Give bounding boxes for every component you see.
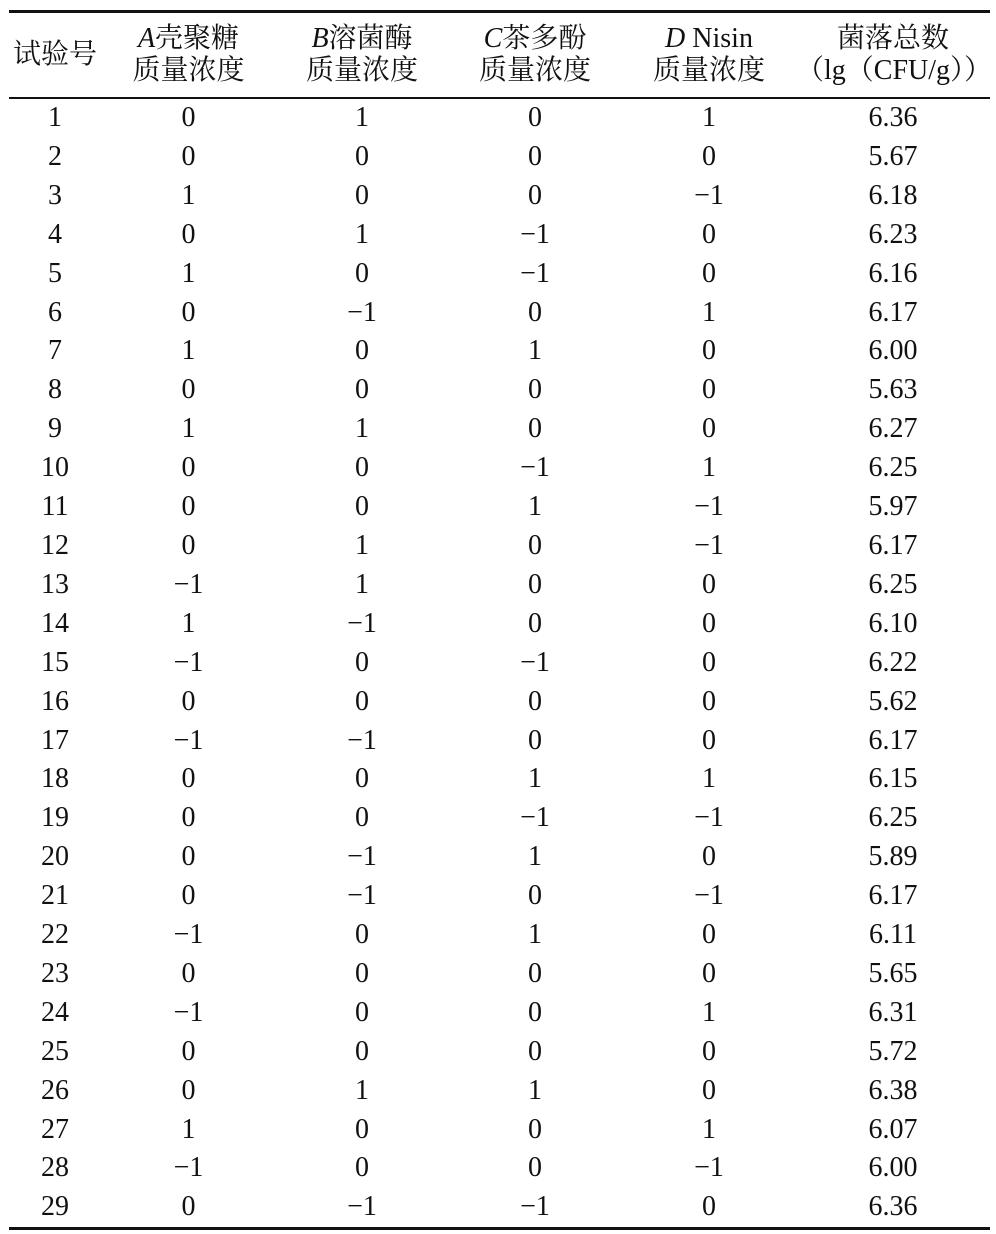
factor-a-cell: 1 — [181, 607, 196, 639]
colony-count-cell: 6.17 — [868, 529, 918, 561]
factor-b-cell: 0 — [355, 374, 369, 406]
trial-number-cell: 11 — [41, 491, 69, 523]
table-row — [9, 98, 990, 138]
factor-c-cell: 0 — [528, 957, 542, 989]
colony-count-cell: 6.31 — [868, 996, 918, 1028]
factor-d-cell: 0 — [702, 413, 716, 445]
factor-c-cell: 1 — [528, 841, 542, 873]
factor-d-cell: −1 — [694, 491, 724, 523]
factor-d-cell: 1 — [702, 102, 716, 133]
trial-number-cell: 24 — [41, 996, 69, 1028]
factor-b-cell: −1 — [347, 841, 377, 873]
trial-number-cell: 16 — [41, 685, 69, 717]
factor-c-cell: 0 — [528, 568, 542, 600]
factor-d-cell: 0 — [702, 1035, 716, 1067]
colony-count-cell: 6.36 — [796, 1188, 990, 1228]
factor-b-cell: 0 — [355, 1113, 369, 1145]
header-sublabel: 质量浓度 — [305, 55, 418, 86]
factor-d-cell: −1 — [694, 1152, 724, 1184]
factor-d-cell: 1 — [702, 296, 716, 328]
factor-letter: D — [665, 23, 686, 54]
factor-c-cell: 0 — [528, 1035, 542, 1067]
factor-b-cell: 0 — [355, 685, 369, 717]
trial-number-cell: 29 — [9, 1188, 101, 1228]
factor-b-cell: 0 — [355, 335, 369, 367]
factor-b-cell: −1 — [347, 724, 377, 756]
factor-c-cell: 1 — [528, 335, 542, 367]
header-factor-b — [276, 12, 448, 99]
factor-d-cell: 0 — [702, 685, 716, 717]
header-row — [9, 12, 990, 99]
table-row — [9, 877, 990, 916]
factor-b-cell: 0 — [355, 179, 369, 211]
trial-number-cell: 6 — [48, 296, 62, 328]
header-factor-d — [622, 12, 796, 99]
factor-c-cell: 0 — [528, 140, 542, 172]
header-factor-a — [101, 12, 276, 99]
colony-count-cell: 6.17 — [868, 296, 918, 328]
factor-c-cell: −1 — [520, 257, 550, 289]
factor-c-cell: 0 — [528, 880, 542, 912]
colony-count-cell: 6.17 — [868, 724, 918, 756]
table-row — [9, 838, 990, 877]
factor-b-cell: 0 — [355, 452, 369, 484]
factor-name: 溶菌酶 — [328, 23, 413, 54]
table-row — [9, 1111, 990, 1150]
table-row — [9, 644, 990, 683]
factor-c-cell: −1 — [520, 646, 550, 678]
factor-a-cell: −1 — [173, 568, 204, 600]
factor-d-cell: 0 — [702, 724, 716, 756]
table-row — [9, 955, 990, 994]
colony-count-cell: 6.07 — [868, 1113, 918, 1145]
trial-number-cell: 4 — [48, 218, 62, 250]
factor-c-cell: −1 — [520, 452, 550, 484]
factor-a-cell: 0 — [181, 685, 196, 717]
factor-d-cell: 1 — [702, 1113, 716, 1145]
table-header — [9, 12, 993, 99]
trial-number-cell: 9 — [48, 413, 62, 445]
factor-a-cell: 0 — [181, 529, 196, 561]
factor-d-cell: 0 — [702, 218, 716, 250]
table-row — [9, 1072, 990, 1111]
factor-a-cell: 0 — [181, 374, 196, 406]
factor-a-cell: 0 — [181, 296, 196, 328]
factor-c-cell: 0 — [528, 413, 542, 445]
table-row — [9, 255, 990, 294]
table-body — [9, 98, 990, 1229]
factor-c-cell: −1 — [448, 1188, 622, 1228]
factor-b-cell: 0 — [355, 140, 369, 172]
factor-d-cell: 0 — [702, 607, 716, 639]
trial-number-cell: 3 — [48, 179, 62, 211]
table-row — [9, 177, 990, 216]
colony-count-cell: 6.15 — [868, 763, 918, 795]
colony-count-cell: 6.25 — [868, 802, 918, 834]
trial-number-cell: 21 — [41, 880, 69, 912]
table-row — [9, 605, 990, 644]
factor-b-cell: 0 — [355, 1152, 369, 1184]
factor-a-cell: −1 — [173, 724, 204, 756]
colony-count-cell: 6.00 — [868, 335, 918, 367]
colony-count-cell: 5.72 — [868, 1035, 918, 1067]
colony-count-cell: 6.25 — [868, 452, 918, 484]
trial-number-cell: 15 — [41, 646, 69, 678]
header-sublabel: 质量浓度 — [652, 55, 765, 86]
table-row — [9, 683, 990, 722]
trial-number-cell: 20 — [41, 841, 69, 873]
factor-a-cell: 0 — [181, 1035, 196, 1067]
table-row — [9, 527, 990, 566]
trial-number-cell: 1 — [48, 102, 62, 133]
trial-number-cell: 28 — [41, 1152, 69, 1184]
table-row — [9, 799, 990, 838]
table-row — [9, 722, 990, 761]
colony-count-cell: 6.36 — [868, 102, 918, 133]
factor-b-cell: 0 — [355, 491, 369, 523]
colony-count-cell: 6.23 — [868, 218, 918, 250]
factor-d-cell: 0 — [702, 374, 716, 406]
factor-a-cell: 0 — [181, 491, 196, 523]
colony-count-cell: 6.27 — [868, 413, 918, 445]
colony-count-cell: 6.11 — [869, 919, 917, 951]
factor-a-cell: 0 — [181, 957, 196, 989]
header-label: 菌落总数 — [836, 23, 949, 54]
factor-a-cell: 1 — [181, 257, 196, 289]
table-row — [9, 449, 990, 488]
header-sublabel: 质量浓度 — [132, 55, 245, 86]
factor-letter: A — [137, 23, 156, 54]
factor-d-cell: 0 — [702, 646, 716, 678]
header-trial-number — [9, 12, 101, 99]
factor-b-cell: 0 — [355, 802, 369, 834]
factor-b-cell: 0 — [355, 646, 369, 678]
factor-a-cell: 0 — [101, 1188, 276, 1228]
factor-b-cell: 0 — [355, 257, 369, 289]
factor-d-cell: 0 — [702, 335, 716, 367]
colony-count-cell: 6.17 — [868, 880, 918, 912]
table-row — [9, 294, 990, 333]
factor-c-cell: 0 — [528, 685, 542, 717]
factor-b-cell: 1 — [355, 1074, 369, 1106]
factor-d-cell: −1 — [694, 529, 724, 561]
factor-c-cell: 0 — [528, 102, 542, 133]
colony-count-cell: 5.65 — [868, 957, 918, 989]
factor-a-cell: −1 — [173, 646, 204, 678]
factor-a-cell: 0 — [181, 1074, 196, 1106]
factor-d-cell: 0 — [702, 257, 716, 289]
table-row — [9, 371, 990, 410]
factor-a-cell: 0 — [181, 218, 196, 250]
factor-c-cell: 1 — [528, 1074, 542, 1106]
header-label — [448, 23, 622, 55]
factor-a-cell: 1 — [181, 335, 196, 367]
factor-c-cell: 0 — [528, 607, 542, 639]
factor-d-cell: 0 — [702, 841, 716, 873]
header-factor-c — [448, 12, 622, 99]
factor-d-cell: 0 — [702, 919, 716, 951]
factor-c-cell: 0 — [528, 296, 542, 328]
factor-b-cell: 1 — [355, 102, 369, 133]
trial-number-cell: 19 — [41, 802, 69, 834]
factor-c-cell: 1 — [528, 491, 542, 523]
factor-b-cell: 0 — [355, 763, 369, 795]
factor-b-cell: 0 — [355, 1035, 369, 1067]
trial-number-cell: 22 — [41, 919, 69, 951]
factor-name: 茶多酚 — [502, 23, 587, 54]
colony-count-cell: 5.67 — [868, 140, 918, 172]
colony-count-cell: 6.18 — [868, 179, 918, 211]
factor-d-cell: −1 — [694, 802, 724, 834]
factor-a-cell: −1 — [173, 996, 204, 1028]
factor-d-cell: 1 — [702, 763, 716, 795]
colony-count-cell: 5.62 — [868, 685, 918, 717]
trial-number-cell: 23 — [41, 957, 69, 989]
trial-number-cell: 18 — [41, 763, 69, 795]
factor-b-cell: −1 — [276, 1188, 448, 1228]
colony-count-cell: 6.16 — [868, 257, 918, 289]
trial-number-cell: 17 — [41, 724, 69, 756]
colony-count-cell: 5.63 — [868, 374, 918, 406]
factor-a-cell: 0 — [181, 140, 196, 172]
factor-a-cell: 1 — [181, 1113, 196, 1145]
colony-count-cell: 6.22 — [868, 646, 918, 678]
factor-b-cell: 1 — [355, 413, 369, 445]
factor-b-cell: −1 — [347, 880, 377, 912]
trial-number-cell: 25 — [41, 1035, 69, 1067]
table-row — [9, 216, 990, 255]
header-sublabel: （lg（CFU/g）） — [796, 55, 993, 86]
table-row — [9, 1149, 990, 1188]
header-label — [101, 23, 276, 55]
factor-b-cell: −1 — [347, 296, 377, 328]
table-row — [9, 760, 990, 799]
factor-a-cell: 0 — [181, 102, 196, 133]
factor-d-cell: 1 — [702, 996, 716, 1028]
factor-a-cell: −1 — [173, 1152, 204, 1184]
factor-c-cell: 0 — [528, 179, 542, 211]
table-row — [9, 488, 990, 527]
table-row — [9, 1188, 990, 1228]
colony-count-cell: 6.25 — [868, 568, 918, 600]
factor-a-cell: 1 — [181, 179, 196, 211]
factor-c-cell: −1 — [520, 802, 550, 834]
trial-number-cell: 10 — [41, 452, 69, 484]
factor-d-cell: 1 — [702, 452, 716, 484]
table-row — [9, 566, 990, 605]
header-label: 试验号 — [12, 39, 97, 70]
trial-number-cell: 26 — [41, 1074, 69, 1106]
factor-c-cell: 0 — [528, 1152, 542, 1184]
factor-d-cell: 0 — [702, 1074, 716, 1106]
header-sublabel: 质量浓度 — [478, 55, 591, 86]
factor-a-cell: 0 — [181, 452, 196, 484]
factor-c-cell: 0 — [528, 1113, 542, 1145]
factor-d-cell: −1 — [694, 179, 724, 211]
factor-a-cell: −1 — [173, 919, 204, 951]
factor-b-cell: 1 — [355, 218, 369, 250]
trial-number-cell: 14 — [41, 607, 69, 639]
trial-number-cell: 12 — [41, 529, 69, 561]
trial-number-cell: 7 — [48, 335, 62, 367]
table-row — [9, 410, 990, 449]
factor-a-cell: 0 — [181, 763, 196, 795]
colony-count-cell: 5.89 — [868, 841, 918, 873]
factor-b-cell: 0 — [355, 957, 369, 989]
experiment-design-table — [9, 10, 993, 1230]
factor-d-cell: 0 — [702, 568, 716, 600]
factor-b-cell: 0 — [355, 996, 369, 1028]
factor-b-cell: −1 — [347, 607, 377, 639]
colony-count-cell: 5.97 — [868, 491, 918, 523]
trial-number-cell: 13 — [41, 568, 69, 600]
trial-number-cell: 8 — [48, 374, 62, 406]
trial-number-cell: 2 — [48, 140, 62, 172]
header-label — [276, 23, 448, 55]
colony-count-cell: 6.00 — [868, 1152, 918, 1184]
factor-name: Nisin — [685, 23, 753, 54]
factor-letter: C — [483, 23, 503, 54]
table-row — [9, 138, 990, 177]
factor-a-cell: 0 — [181, 880, 196, 912]
factor-d-cell: 0 — [622, 1188, 796, 1228]
table-row — [9, 332, 990, 371]
factor-c-cell: 0 — [528, 724, 542, 756]
trial-number-cell: 27 — [41, 1113, 69, 1145]
factor-a-cell: 1 — [181, 413, 196, 445]
factor-c-cell: 1 — [528, 763, 542, 795]
factor-b-cell: 1 — [355, 568, 369, 600]
table-row — [9, 916, 990, 955]
factor-d-cell: −1 — [694, 880, 724, 912]
factor-c-cell: 0 — [528, 996, 542, 1028]
factor-a-cell: 0 — [181, 841, 196, 873]
table-row — [9, 994, 990, 1033]
trial-number-cell: 5 — [48, 257, 62, 289]
factor-d-cell: 0 — [702, 140, 716, 172]
factor-c-cell: 0 — [528, 374, 542, 406]
colony-count-cell: 6.38 — [868, 1074, 918, 1106]
factor-c-cell: 0 — [528, 529, 542, 561]
factor-b-cell: 1 — [355, 529, 369, 561]
factor-d-cell: 0 — [702, 957, 716, 989]
factor-a-cell: 0 — [181, 802, 196, 834]
header-colony-count — [796, 12, 993, 99]
factor-b-cell: 0 — [355, 919, 369, 951]
header-label — [622, 23, 796, 55]
factor-name: 壳聚糖 — [155, 23, 240, 54]
table-row — [9, 1033, 990, 1072]
factor-letter: B — [311, 23, 329, 54]
factor-c-cell: −1 — [520, 218, 550, 250]
factor-c-cell: 1 — [528, 919, 542, 951]
colony-count-cell: 6.10 — [868, 607, 918, 639]
